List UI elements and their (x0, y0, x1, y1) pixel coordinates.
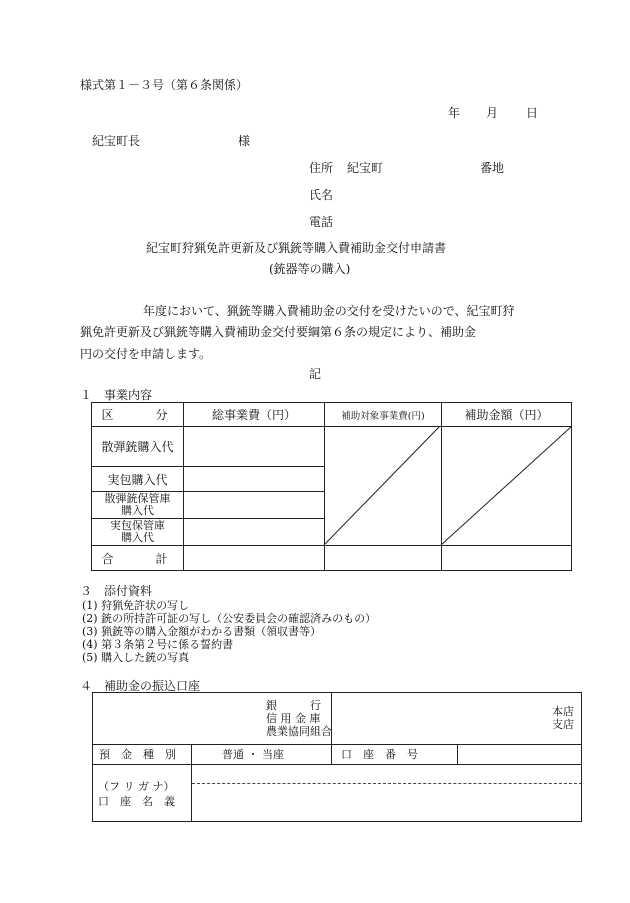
col-divider (331, 744, 332, 764)
cell-eligible-cost-diag (325, 427, 442, 546)
deposit-type-label: 預 金 種 別 (99, 748, 176, 761)
address-label: 住所 (309, 161, 334, 175)
document-subtitle: (銃器等の購入) (269, 262, 351, 276)
branch-type-branch: 支店 (552, 718, 574, 731)
form-number: 様式第１－３号（第６条関係） (80, 78, 249, 92)
document-title: 紀宝町狩猟免許更新及び猟銃等購入費補助金交付申請書 (146, 241, 447, 255)
date-year: 年 (448, 106, 461, 120)
name-label: 氏名 (309, 188, 334, 202)
section1-heading: １ 事業内容 (80, 388, 153, 402)
cell-total-cost[interactable] (184, 427, 325, 467)
address-value: 紀宝町 (347, 161, 384, 175)
cell-total-cost[interactable] (184, 519, 325, 546)
row-label-ammo-safe: 実包保管庫 購入代 (92, 519, 184, 546)
cell-total-sum[interactable] (184, 546, 325, 571)
addressee-title: 紀宝町長 (92, 134, 141, 148)
row-divider (92, 764, 582, 765)
cell-subsidy-sum[interactable] (442, 546, 572, 571)
ki-mark: 記 (309, 367, 322, 381)
bank-type-ja: 農業協同組合 (266, 725, 332, 738)
row-label-total: 合 計 (92, 546, 184, 571)
date-day: 日 (526, 106, 539, 120)
body-line-3: 円の交付を申請します。 (80, 347, 212, 361)
attachment-item: (4) 第３条第２号に係る誓約書 (82, 638, 234, 651)
furigana-label: （フ リ ガ ナ） (98, 780, 175, 793)
attachment-item: (3) 猟銃等の購入金額がわかる書類（領収書等） (82, 625, 322, 638)
addressee-honorific: 様 (238, 134, 251, 148)
header-category: 区 分 (92, 403, 184, 427)
attachment-item: (2) 銃の所持許可証の写し（公安委員会の確認済みのもの） (82, 612, 377, 625)
cell-total-cost[interactable] (184, 492, 325, 519)
cell-subsidy-diag (442, 427, 572, 546)
header-total-cost: 総事業費（円） (184, 403, 325, 427)
row-label-shotgun: 散弾銃購入代 (92, 427, 184, 467)
bank-type-shinkin: 信 用 金 庫 (266, 712, 321, 725)
expense-table (91, 402, 572, 571)
section3-heading: ３ 添付資料 (80, 584, 153, 598)
attachment-item: (5) 購入した銃の写真 (82, 651, 190, 664)
cell-total-cost[interactable] (184, 467, 325, 492)
row-label-shotgun-safe: 散弾銃保管庫 購入代 (92, 492, 184, 519)
bank-type-bank: 銀 行 (266, 699, 321, 712)
deposit-type-value[interactable]: 普通 ・ 当座 (222, 748, 284, 761)
address-suffix: 番地 (480, 161, 505, 175)
header-eligible-cost: 補助対象事業費(円) (325, 403, 442, 427)
row-label-ammo: 実包購入代 (92, 467, 184, 492)
account-number-label: 口 座 番 号 (341, 748, 418, 761)
row-divider (92, 744, 582, 745)
body-line-2: 猟免許更新及び猟銃等購入費補助金交付要綱第６条の規定により、補助金 (80, 325, 477, 339)
body-line-1: 年度において、猟銃等購入費補助金の交付を受けたいので、紀宝町狩 (143, 304, 515, 318)
phone-label: 電話 (309, 215, 334, 229)
account-holder-label: 口 座 名 義 (98, 795, 175, 808)
furigana-dashed-line (192, 783, 582, 784)
date-month: 月 (486, 106, 499, 120)
header-subsidy-amount: 補助金額（円） (442, 403, 572, 427)
col-divider (457, 744, 458, 764)
section4-heading: ４ 補助金の振込口座 (80, 679, 201, 693)
cell-eligible-sum[interactable] (325, 546, 442, 571)
branch-type-main: 本店 (552, 705, 574, 718)
attachment-item: (1) 狩猟免許状の写し (82, 599, 190, 612)
